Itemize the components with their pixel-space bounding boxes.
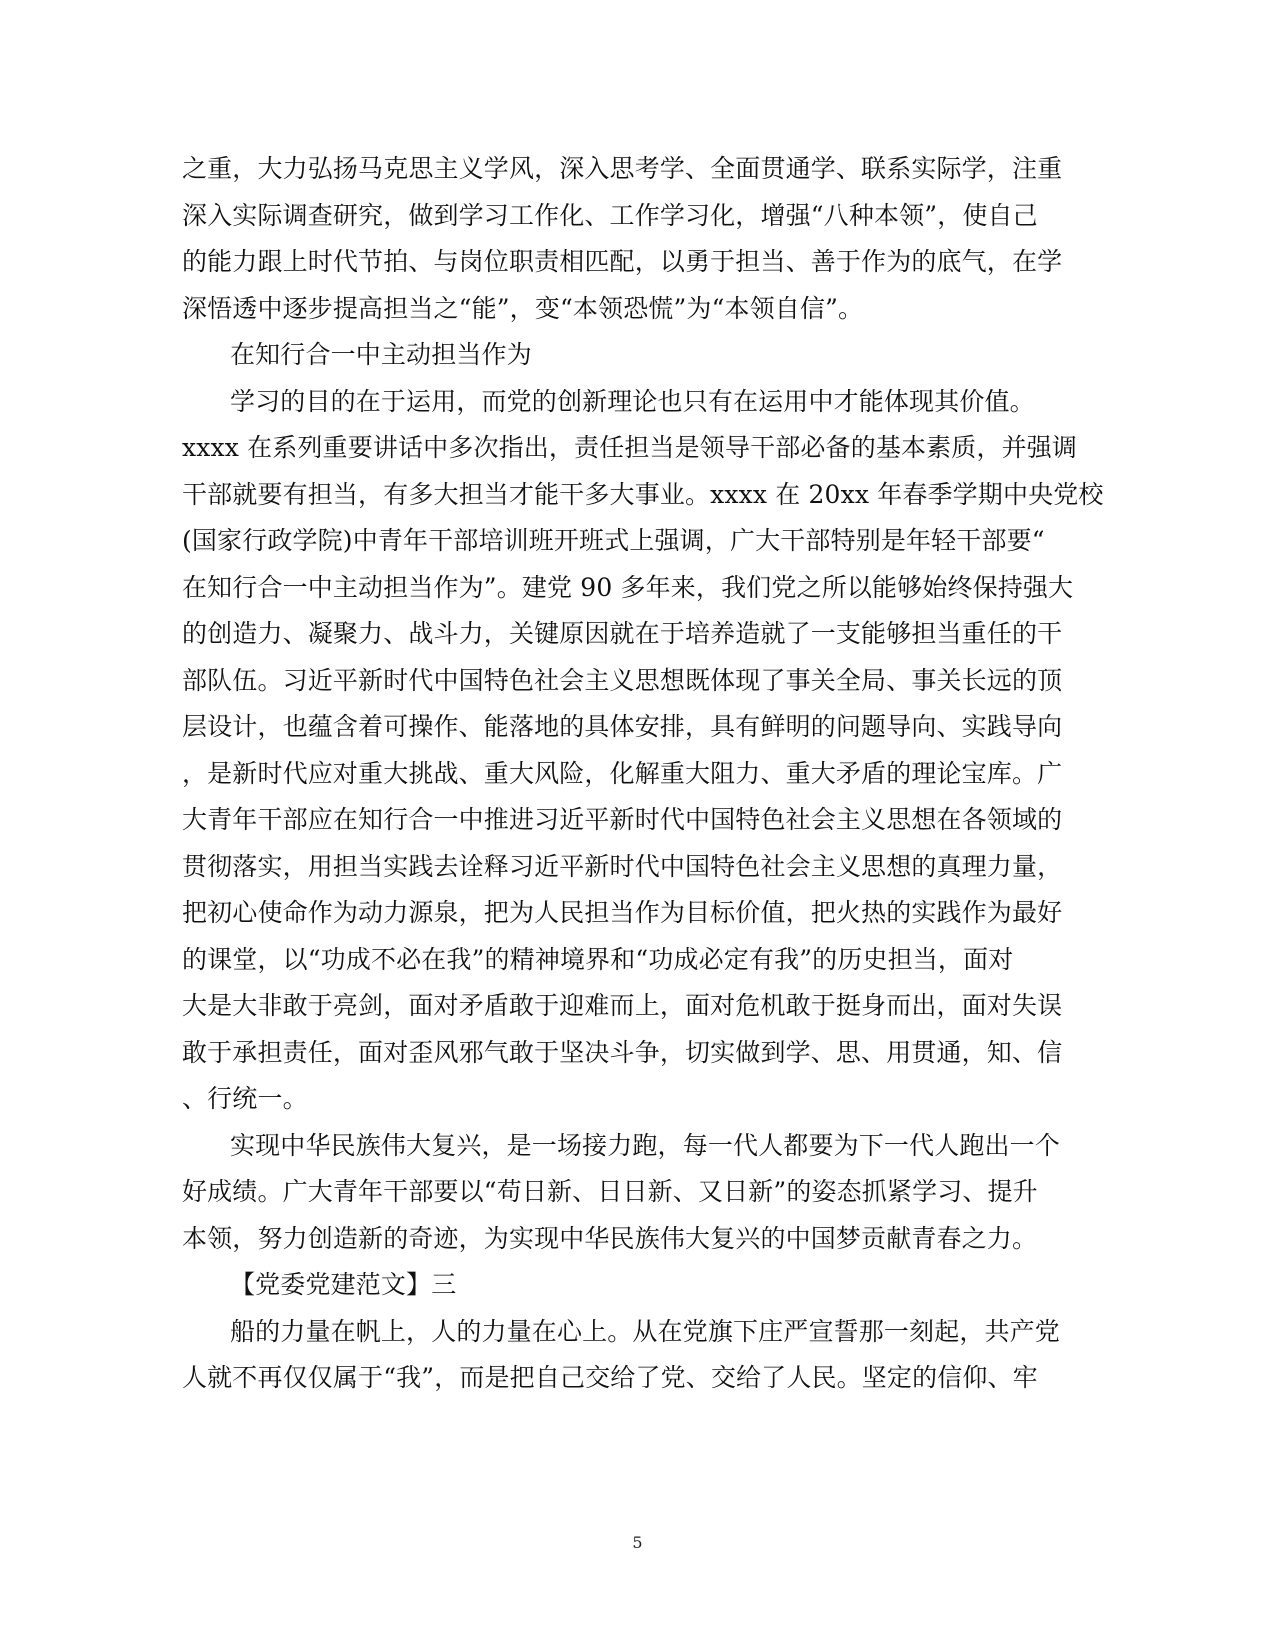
- text-line: 干部就要有担当，有多大担当才能干多大事业。xxxx 在 20xx 年春季学期中央党校: [182, 479, 1104, 509]
- text-line: 贯彻落实，用担当实践去诠释习近平新时代中国特色社会主义思想的真理力量，: [182, 851, 1063, 881]
- text-line: 深悟透中逐步提高担当之“能”，变“本领恐慌”为“本领自信”。: [182, 293, 864, 323]
- body-text: [182, 146, 1104, 1402]
- text-line: xxxx 在系列重要讲话中多次指出，责任担当是领导干部必备的基本素质，并强调: [182, 433, 1078, 462]
- text-line: 【党委党建范文】三: [230, 1270, 457, 1299]
- text-line: 之重，大力弘扬马克思主义学风，深入思考学、全面贯通学、联系实际学，注重: [182, 154, 1063, 183]
- text-line: 本领，努力创造新的奇迹，为实现中华民族伟大复兴的中国梦贡献青春之力。: [182, 1223, 1038, 1253]
- text-line: (国家行政学院)中青年干部培训班开班式上强调，广大干部特别是年轻干部要“: [182, 526, 1045, 555]
- text-line: 人就不再仅仅属于“我”，而是把自己交给了党、交给了人民。坚定的信仰、牢: [182, 1363, 1038, 1392]
- text-line: 好成绩。广大青年干部要以“苟日新、日日新、又日新”的姿态抓紧学习、提升: [182, 1177, 1038, 1206]
- text-line: 大是大非敢于亮剑，面对矛盾敢于迎难而上，面对危机敢于挺身而出，面对失误: [182, 991, 1063, 1020]
- text-line: 部队伍。习近平新时代中国特色社会主义思想既体现了事关全局、事关长远的顶: [182, 665, 1063, 695]
- text-line: 的能力跟上时代节拍、与岗位职责相匹配，以勇于担当、善于作为的底气，在学: [182, 247, 1063, 276]
- page-number: 5: [632, 1533, 643, 1552]
- text-line: ，是新时代应对重大挑战、重大风险，化解重大阻力、重大矛盾的理论宝库。广: [182, 758, 1063, 788]
- text-line: 学习的目的在于运用，而党的创新理论也只有在运用中才能体现其价值。: [230, 386, 1035, 416]
- text-line: 敢于承担责任，面对歪风邪气敢于坚决斗争，切实做到学、思、用贯通，知、信: [182, 1037, 1063, 1067]
- text-line: 层设计，也蕴含着可操作、能落地的具体安排，具有鲜明的问题导向、实践导向: [182, 712, 1063, 741]
- text-line: 大青年干部应在知行合一中推进习近平新时代中国特色社会主义思想在各领域的: [182, 805, 1063, 834]
- text-line: 在知行合一中主动担当作为: [230, 340, 532, 369]
- text-line: 深入实际调查研究，做到学习工作化、工作学习化，增强“八种本领”，使自己: [182, 200, 1038, 230]
- text-line: 、行统一。: [182, 1084, 308, 1113]
- text-line: 船的力量在帆上，人的力量在心上。从在党旗下庄严宣誓那一刻起，共产党: [230, 1316, 1060, 1346]
- text-line: 实现中华民族伟大复兴，是一场接力跑，每一代人都要为下一代人跑出一个: [230, 1130, 1060, 1160]
- text-line: 的创造力、凝聚力、战斗力，关键原因就在于培养造就了一支能够担当重任的干: [182, 619, 1063, 648]
- text-line: 把初心使命作为动力源泉，把为人民担当作为目标价值，把火热的实践作为最好: [182, 898, 1063, 927]
- text-line: 在知行合一中主动担当作为”。建党 90 多年来，我们党之所以能够始终保持强大: [182, 572, 1074, 602]
- text-line: 的课堂，以“功成不必在我”的精神境界和“功成必定有我”的历史担当，面对: [182, 944, 1014, 974]
